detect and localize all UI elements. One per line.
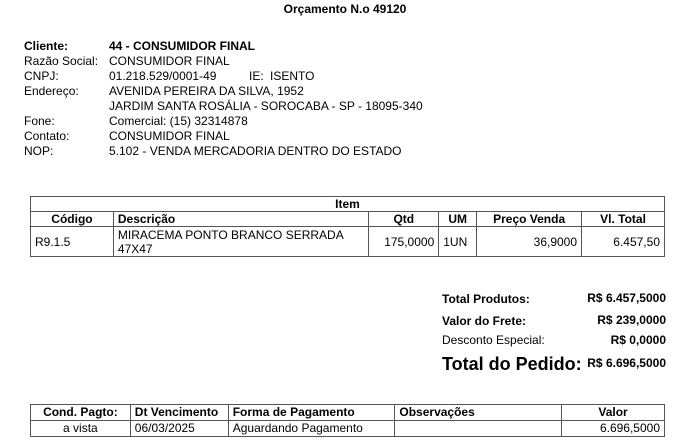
items-caption: Item xyxy=(31,197,665,212)
pay-obs xyxy=(395,421,562,437)
total-pedido-value: R$ 6.696,5000 xyxy=(587,356,666,370)
items-caption-row xyxy=(31,197,665,212)
ie-value: ISENTO xyxy=(270,69,315,83)
cliente-value: 44 - CONSUMIDOR FINAL xyxy=(109,39,256,53)
cnpj-value: 01.218.529/0001-49 xyxy=(109,69,217,83)
header-um: UM xyxy=(439,212,477,227)
total-produtos-label: Total Produtos: xyxy=(442,292,530,306)
razao-value: CONSUMIDOR FINAL xyxy=(109,54,230,68)
header-descricao: Descrição xyxy=(113,212,368,227)
desconto-value: R$ 0,0000 xyxy=(610,333,666,347)
pay-cond: a vista xyxy=(31,421,131,437)
header-qtd: Qtd xyxy=(369,212,439,227)
header-forma: Forma de Pagamento xyxy=(228,405,395,421)
contato-value: CONSUMIDOR FINAL xyxy=(109,129,230,143)
razao-label: Razão Social: xyxy=(24,54,99,68)
frete-value: R$ 239,0000 xyxy=(597,313,666,327)
frete-label: Valor do Frete: xyxy=(442,314,527,328)
header-preco: Preço Venda xyxy=(477,212,582,227)
total-produtos-value: R$ 6.457,5000 xyxy=(587,291,666,305)
pay-forma: Aguardando Pagamento xyxy=(228,421,395,437)
total-produtos-row xyxy=(442,290,666,310)
fone-label: Fone: xyxy=(24,114,55,128)
frete-row xyxy=(442,312,666,332)
item-descricao: MIRACEMA PONTO BRANCO SERRADA 47X47 xyxy=(113,227,368,257)
nop-value: 5.102 - VENDA MERCADORIA DENTRO DO ESTADO xyxy=(109,144,402,158)
item-total: 6.457,50 xyxy=(582,227,665,257)
items-header-row xyxy=(31,212,665,227)
nop-label: NOP: xyxy=(24,144,54,158)
item-um: 1UN xyxy=(439,227,477,257)
item-qtd: 175,0000 xyxy=(369,227,439,257)
fone-value: Comercial: (15) 32314878 xyxy=(109,114,248,128)
header-obs: Observações xyxy=(395,405,562,421)
header-codigo: Código xyxy=(31,212,114,227)
total-pedido-label: Total do Pedido: xyxy=(442,354,582,374)
endereco-line1: AVENIDA PEREIRA DA SILVA, 1952 xyxy=(109,84,304,98)
total-pedido-row xyxy=(442,352,666,378)
pay-valor: 6.696,5000 xyxy=(562,421,665,437)
table-row xyxy=(31,421,665,437)
desconto-row xyxy=(442,332,666,352)
payment-table xyxy=(30,404,665,437)
endereco-line2: JARDIM SANTA ROSÁLIA - SOROCABA - SP - 18095-340 xyxy=(109,99,423,113)
contato-label: Contato: xyxy=(24,129,70,143)
endereco-label: Endereço: xyxy=(24,84,79,98)
table-row xyxy=(31,227,665,257)
cliente-label: Cliente: xyxy=(24,39,69,53)
document-title: Orçamento N.o 49120 xyxy=(283,2,407,16)
items-table xyxy=(30,196,665,257)
header-valor: Valor xyxy=(562,405,665,421)
item-preco: 36,9000 xyxy=(477,227,582,257)
header-venc: Dt Vencimento xyxy=(130,405,228,421)
cnpj-label: CNPJ: xyxy=(24,69,59,83)
header-total: Vl. Total xyxy=(582,212,665,227)
ie-label: IE: xyxy=(249,69,264,83)
totals-block xyxy=(442,290,666,376)
desconto-label: Desconto Especial: xyxy=(442,333,545,347)
payment-header-row xyxy=(31,405,665,421)
item-codigo: R9.1.5 xyxy=(31,227,114,257)
pay-venc: 06/03/2025 xyxy=(130,421,228,437)
header-cond: Cond. Pagto: xyxy=(31,405,131,421)
